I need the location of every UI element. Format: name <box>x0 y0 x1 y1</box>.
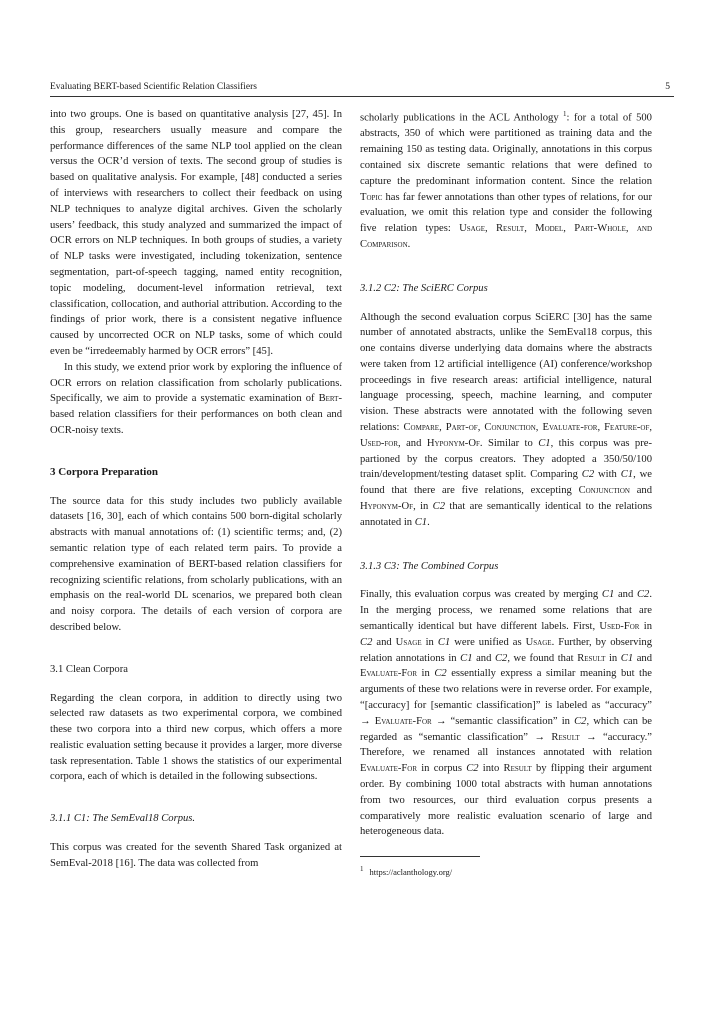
subsubsection-heading: 3.1.1 C1: The SemEval18 Corpus. <box>50 813 196 825</box>
paragraph: The source data for this study includes two publicly available datasets [16, 30], each of which contains 500 born-digital scholarly abstracts with manual annotations of: (1) scientific terms; and, (2) semantic relation type of each related term pairs. To provide a comprehensive examination of BERT-based relation classifiers for recognizing scientific relations, from scholarly publications, with an emphasis on the real-world DL scenarios, we prepared both clean and noisy corpora. The details of each version of corpora are described below. <box>50 495 342 633</box>
footnote-number: 1 <box>360 865 364 874</box>
left-column <box>50 107 342 872</box>
running-title: Evaluating BERT-based Scientific Relation Classifiers <box>50 82 257 92</box>
paragraph: Regarding the clean corpora, in addition to directly using two selected raw datasets as two experimental corpora, we combined these two corpora into a third new corpus, which offers a more realistic evaluation setting because it provides a larger, more diverse task representation. Table 1 shows the statistics of our experimental corpora, each of which is detailed in the following subsections. <box>50 692 342 783</box>
subsubsection-heading: 3.1.2 C2: The SciERC Corpus <box>360 282 488 294</box>
subsubsection-heading: 3.1.3 C3: The Combined Corpus <box>360 560 499 572</box>
paragraph: Although the second evaluation corpus SciERC [30] has the same number of annotated abstracts, unlike the SemEval18 corpus, this one contains diverse underlying data domains where the abstracts were taken from 12 artificial intelligence (AI) conference/workshop proceedings in five research areas: artificial intelligence, natural language processing, speech, machine learning, and computer vision. These abstracts were annotated with the following seven relations: Compare, Part-of, Conjunction, Evaluate-for, Feature-of, Used-for, and Hyponym-Of. Similar to C1, this corpus was pre-partioned by the corpus creators. They adopted a 350/50/100 train/development/testing dataset split. Comparing C2 with C1, we found that there are five relations, excepting Conjunction and Hyponym-Of, in C2 that are semantically identical to the relations annotated in C1. <box>360 311 653 528</box>
subsection-heading: 3.1 Clean Corpora <box>50 663 128 675</box>
page-number: 5 <box>665 82 670 92</box>
footnote-rule <box>360 856 480 857</box>
right-column <box>360 107 652 878</box>
footnote <box>360 863 652 878</box>
section-heading: 3 Corpora Preparation <box>50 465 158 478</box>
header-rule <box>50 96 674 97</box>
running-head <box>50 80 674 94</box>
footnote-marker: 1 <box>563 110 567 118</box>
paragraph: This corpus was created for the seventh Shared Task organized at SemEval-2018 [16]. The data was collected from <box>50 842 342 869</box>
paragraph: into two groups. One is based on quantitative analysis [27, 45]. In this group, researchers usually measure and compare the performance differences of the same NLP tool applied on the clean versus the OCR’d version of texts. The second group of studies is based on qualitative analysis. For example, [48] conducted a series of interviews with researchers to collect their feedback on using NLP techniques to analyze digital archives. Given the scholarly users’ feedback, this study analyzed and summarized the impact of OCR errors on NLP techniques. In both groups of studies, a variety of NLP tasks were investigated, including tokenization, sentence segmentation, part-of-speech tagging, named entity recognition, topic modeling, document-level information retrieval, text classification, collocation, and authorial attribution. According to the findings of prior work, there is a consistent negative influence caused by uncorrected OCR on NLP tasks, some of which could even be “irredeemably harmed by OCR errors” [45]. <box>50 109 342 357</box>
paragraph: Finally, this evaluation corpus was created by merging C1 and C2. In the merging process, we renamed some relations that are semantically identical but have different labels. First, Used-For in C2 and Usage in C1 were unified as Usage. Further, by observing relation annotations in C1 and C2, we found that Result in C1 and Evaluate-For in C2 essentially express a similar meaning but the arguments of these two relations were in reverse order. For example, “[accuracy] for [semantic classification]” is labeled as “accuracy” → Evaluate-For → “semantic classification” in C2, which can be regarded as “semantic classification” → Result → “accuracy.” Therefore, we renamed all instances annotated with relation Evaluate-For in corpus C2 into Result by flipping their argument order. By combining 1000 total abstracts with human annotations from two resources, our third evaluation corpus presents a comparatively more realistic evaluation scenario of large and heterogeneous data. <box>360 589 653 838</box>
paragraph: scholarly publications in the ACL Anthology $^1$: for a total of 500 abstracts, 350 of which were partitioned as training data and the remaining 150 as testing data. Originally, annotations in this corpus contained six discrete semantic relations that were defined to capture the predominant information content. Since the relation Topic has far fewer annotations than other types of relations, for our evaluation, we omit this relation type and consider the following five relation types: Usage, Result, Model, Part-Whole, and Comparison. <box>360 110 652 250</box>
footnote-link[interactable]: https://aclanthology.org/ <box>369 867 453 878</box>
paragraph: In this study, we extend prior work by exploring the influence of OCR errors on relation classification from scholarly publications. Specifically, we aim to provide a systematic examination of Bert-based relation classifiers for their performances on both clean and OCR-noisy texts. <box>50 361 342 436</box>
